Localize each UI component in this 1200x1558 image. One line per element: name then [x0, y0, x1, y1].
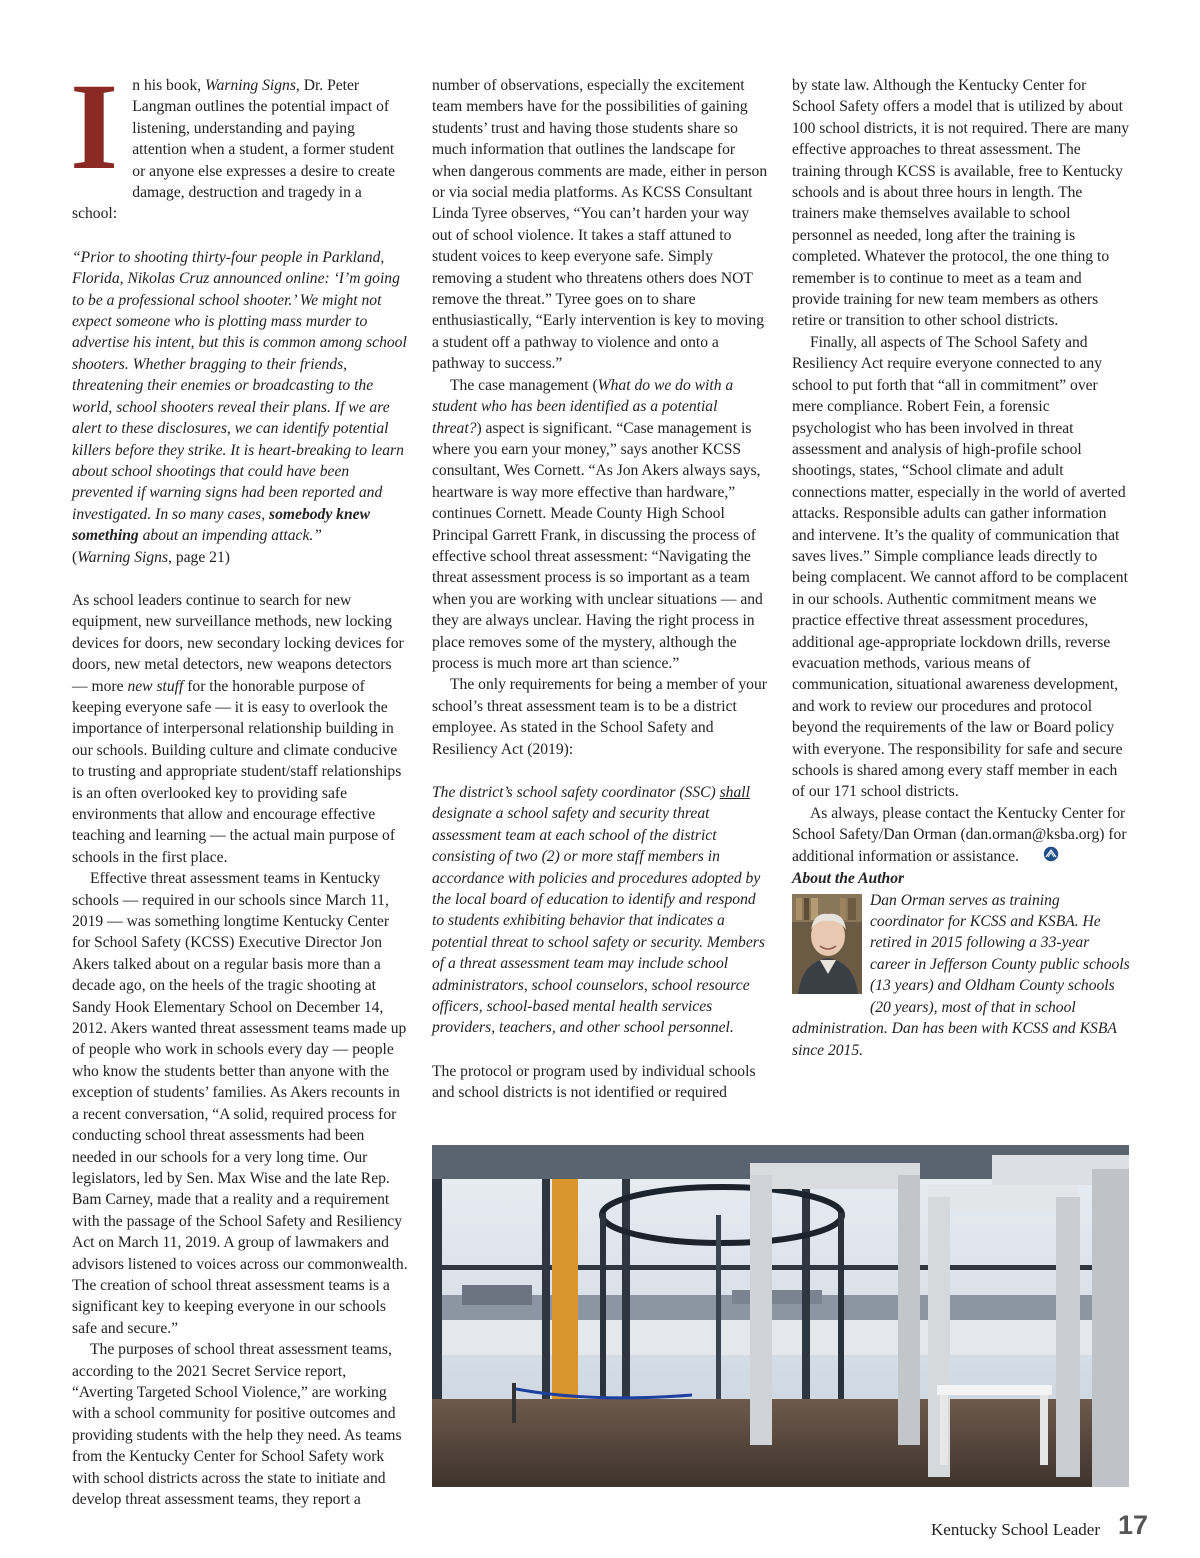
ksba-end-mark-icon [1025, 846, 1059, 868]
block-quote [72, 247, 410, 547]
p10-text: As always, please contact the Kentucky Center for School Safety/Dan Orman (dan.orman@ksba.org) for additional information or assistance. [792, 804, 1127, 865]
statute-underline: shall [719, 784, 750, 801]
p1-text-end: for the honorable purpose of keeping everyone safe — it is easy to overlook the importance of interpersonal relationship building in our schools. Building culture and climate conducive to trusting and appropriate student/staff relationships is an often overlooked key to providing safe environments that allow and encourage effective teaching and learning — the actual main purpose of schools in the first place. [72, 677, 402, 866]
body-paragraph-7: The protocol or program used by individual schools and school districts is not identified or required [432, 1062, 756, 1102]
intro-paragraph [70, 58, 410, 225]
body-paragraph-5 [432, 375, 770, 675]
citation-open: ( [72, 548, 78, 566]
p5-emphasis: What do we do with a student who has been identified as a potential threat? [432, 376, 734, 437]
statute-quote [432, 782, 770, 1039]
intro-text: n his book, [132, 77, 206, 94]
body-paragraph-8: by state law. Although the Kentucky Center for School Safety offers a model that is utilized by about 100 school districts, it is not required. There are many effective approaches to threat assessment. The training through KCSS is available, free to Kentucky schools and is about three hours in length. The trainers make themselves available to school personnel as needed, long after the training is completed. Whatever the protocol, the one thing to remember is to continue to meet as a team and provide training for new team members as others retire or transition to other school districts. [792, 77, 1130, 330]
author-photo [792, 894, 862, 994]
citation-page: , page 21) [168, 548, 230, 566]
body-paragraph-9: Finally, all aspects of The School Safety and Resiliency Act require everyone connected to any school to put forth that “all in commitment” over mere compliance. Robert Fein, a forensic psychologist who has been involved in threat assessment and analysis of high-profile school shootings, states, “School climate and adult connections matter, especially in the world of averted attacks. Responsible adults can gather information and intervene. It’s the quality of communication that saves lives.” Simple compliance leads directly to being complacent. We cannot afford to be complacent in our schools. Authentic commitment means we practice effective threat assessment procedures, additional age-appropriate lockdown drills, reverse evacuation methods, various means of communication, situational awareness development, and work to review our procedures and protocol beyond the requirements of the law or Board policy with everyone. The responsibility for safe and secure schools is shared among every staff member in each of our 171 school districts. [792, 333, 1128, 801]
citation-title: Warning Signs [77, 548, 169, 566]
article-column-1 [70, 58, 410, 1510]
page-number: 17 [1117, 1510, 1148, 1540]
body-paragraph-6: The only requirements for being a member of your school’s threat assessment team is to be a district employee. As stated in the School Safety and Resiliency Act (2019): [432, 676, 767, 758]
quote-text: “Prior to shooting thirty-four people in Parkland, Florida, Nikolas Cruz announced online: ‘I’m going to be a professional school shooter.’ We might not expect someone who is plotting mass murder to advertise his intent, but this is common among school shooters. Whether bragging to their friends, threatening their enemies or broadcasting to the world, school shooters reveal their plans. If we are alert to these disclosures, we can identify potential killers before they strike. It is heart-breaking to learn about school shootings that could have been prevented if warning signs had been reported and investigated. In so many cases, [72, 248, 407, 523]
author-bio-text: Dan Orman serves as training coordinator for KCSS and KSBA. He retired in 2015 following a 33-year career in Jefferson County public schools (13 years) and Oldham County schools (20 years), most of that in school administration. Dan has been with KCSS and KSBA since 2015. [792, 891, 1130, 1059]
article-column-3 [792, 75, 1130, 1061]
statute-text: The district’s school safety coordinator (SSC) [432, 784, 720, 801]
lobby-photo [432, 1145, 1129, 1487]
p5-text-end: ) aspect is significant. “Case management is where you earn your money,” says another KCSS consultant, Wes Cornett. “As Jon Akers always says, heartware is way more effective than hardware,” continues Cornett. Meade County High School Principal Garrett Frank, in discussing the process of effective school threat assessment: “Navigating the threat assessment process is so important as a team when you are working with unclear situations — and they are always unclear. Having the right process in place removes some of the mystery, although the process is much more art than science.” [432, 419, 763, 672]
body-paragraph-1 [72, 590, 410, 868]
body-paragraph-4: number of observations, especially the excitement team members have for the possibilities of gaining students’ trust and having those students share so much information that outlines the landscape for when dangerous comments are made, either in person or via social media platforms. As KCSS Consultant Linda Tyree observes, “You can’t harden your way out of school violence. It takes a staff attuned to student voices to keep everyone safe. Simply removing a student who threatens others does NOT remove the threat.” Tyree goes on to share enthusiastically, “Early intervention is key to moving a student off a pathway to violence and onto a pathway to success.” [432, 77, 768, 373]
p5-text: The case management ( [450, 376, 598, 394]
intro-text-continued: , Dr. Peter Langman outlines the potential impact of listening, understanding and paying attention when a student, a former student or anyone else expresses a desire to create damage, destruction and tragedy in a school: [72, 77, 396, 223]
p1-emphasis: new stuff [127, 677, 184, 695]
author-bio [792, 890, 1130, 1061]
article-column-2 [432, 75, 770, 1104]
publication-name: Kentucky School Leader [931, 1520, 1100, 1539]
statute-text-end: designate a school safety and security threat assessment team at each school of the district consisting of two (2) or more staff members in accordance with policies and procedures adopted by the local board of education to identify and respond to students exhibiting behavior that indicates a potential threat to school safety or security. Members of a threat assessment team may include school administrators, school counselors, school resource officers, school-based mental health services providers, teachers, and other school personnel. [432, 805, 765, 1037]
quote-citation [72, 547, 410, 568]
body-paragraph-10 [792, 803, 1130, 868]
about-author-heading: About the Author [792, 870, 905, 888]
p1-text: As school leaders continue to search for new equipment, new surveillance methods, new locking devices for doors, new secondary locking devices for doors, new metal detectors, new weapons detectors — more [72, 591, 404, 695]
book-title: Warning Signs [205, 77, 296, 94]
drop-cap: I [70, 58, 119, 195]
quote-emphasis: somebody knew something [72, 505, 370, 545]
metal-detector-lobby-image [432, 1145, 1129, 1487]
body-paragraph-3: The purposes of school threat assessment teams, according to the 2021 Secret Service report, “Averting Targeted School Violence,” are working with a school community for positive outcomes and providing students with the help they need. As teams from the Kentucky Center for School Safety work with school districts across the state to initiate and develop threat assessment teams, they report a [72, 1341, 402, 1508]
quote-text-end: about an impending attack.” [138, 527, 322, 545]
body-paragraph-2: Effective threat assessment teams in Kentucky schools — required in our schools since March 11, 2019 — was something longtime Kentucky Center for School Safety (KCSS) Executive Director Jon Akers talked about on a regular basis more than a decade ago, on the heels of the tragic shooting at Sandy Hook Elementary School on December 14, 2012. Akers wanted threat assessment teams made up of people who work in schools every day — people who know the students better than anyone with the exception of students’ families. As Akers recounts in a recent conversation, “A solid, required process for conducting school threat assessments had been needed in our schools for a very long time. Our legislators, led by Sen. Max Wise and the late Rep. Bam Carney, made that a reality and a requirement with the passage of the School Safety and Resiliency Act on March 11, 2019. A group of lawmakers and advisors listened to voices across our commonwealth. The creation of school threat assessment teams is a significant key to keeping everyone in our schools safe and secure.” [72, 870, 408, 1337]
